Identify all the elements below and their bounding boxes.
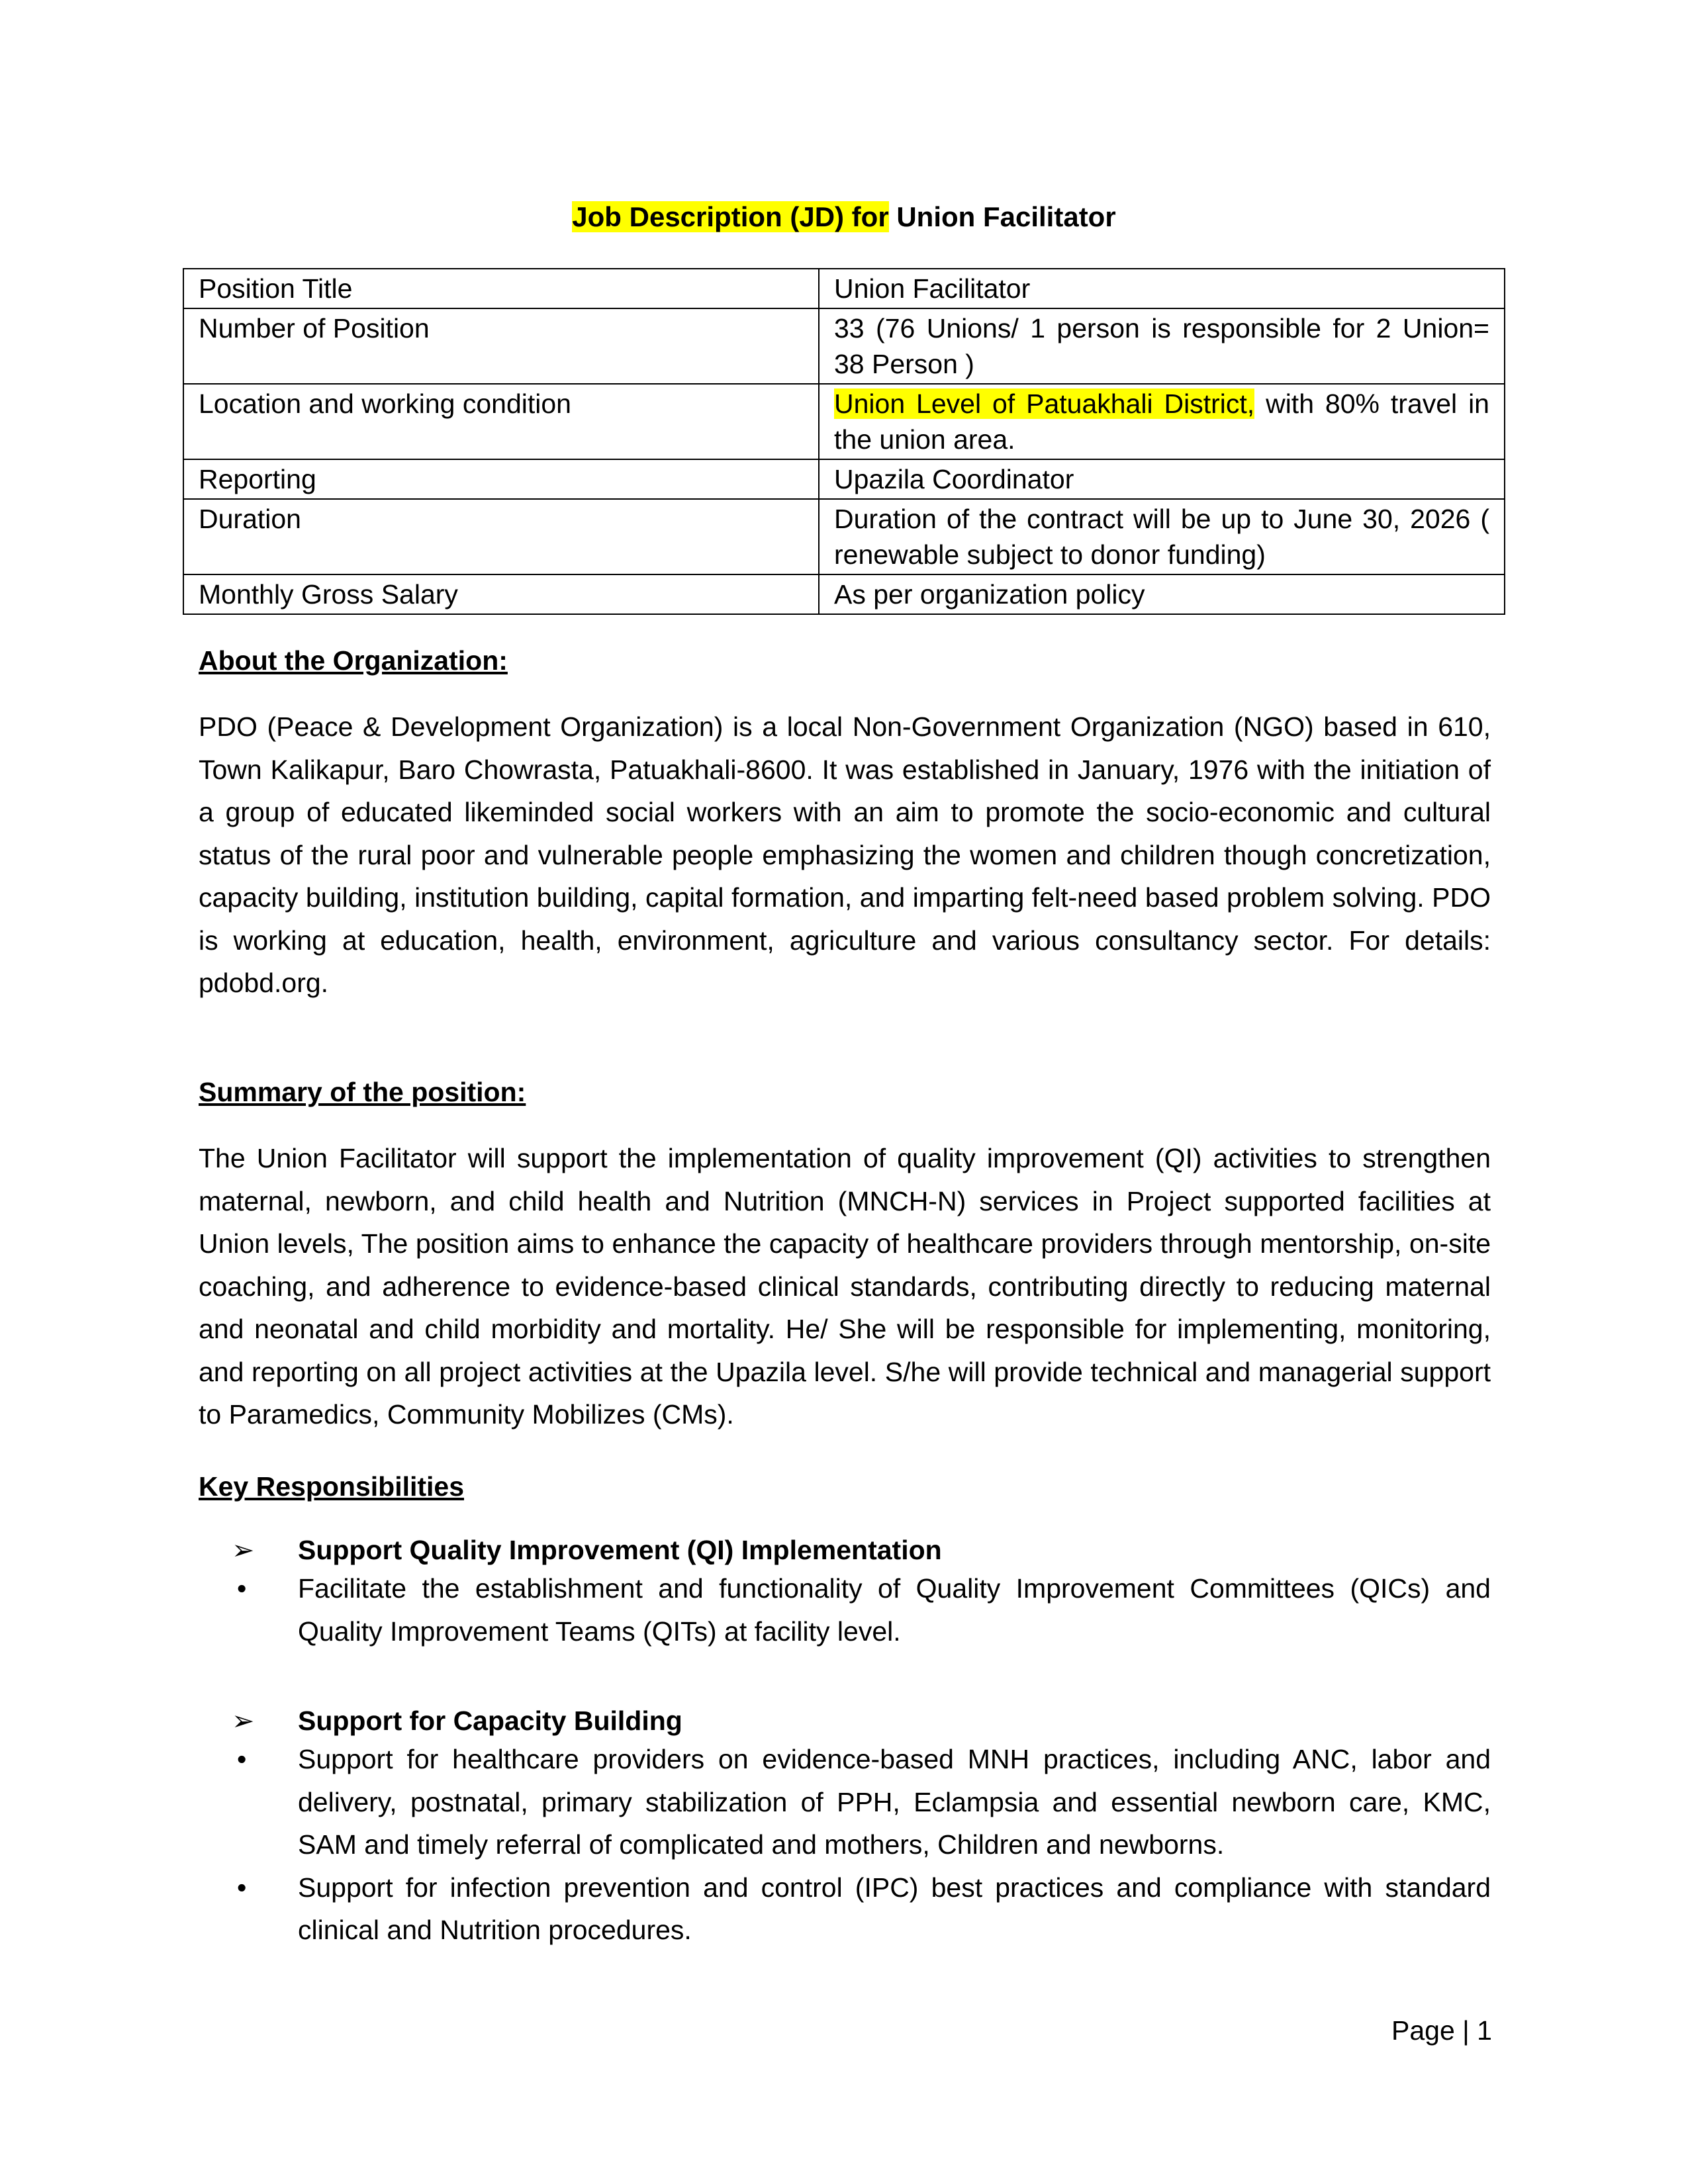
location-highlighted: Union Level of Patuakhali District,	[834, 388, 1255, 419]
sub-heading-label: Support for Capacity Building	[298, 1706, 682, 1736]
arrow-bullet-icon: ➢	[232, 1706, 255, 1736]
about-heading: About the Organization:	[199, 645, 508, 676]
table-value-cell: Union Facilitator	[819, 269, 1505, 308]
about-paragraph: PDO (Peace & Development Organization) is a local Non-Government Organization (NGO) based in 610, Town Kalikapur, Baro Chowrasta, Patuakhali-8600. It was established in January, 1976 with the initiation of a group of educated likeminded social workers with an aim to promote the socio-economic and cultural status of the rural poor and vulnerable people emphasizing the women and children though concretization, capacity building, institution building, capital formation, and imparting felt-need based problem solving. PDO is working at education, health, environment, agriculture and various consultancy sector. For details: pdobd.org.	[199, 711, 1491, 998]
location-rest: with 80% travel in the union area.	[834, 388, 1489, 455]
table-label-cell: Number of Position	[183, 308, 819, 384]
capacity-building-heading	[232, 1702, 682, 1739]
table-row	[183, 574, 1505, 614]
table-label-cell: Duration	[183, 499, 819, 574]
table-row	[183, 499, 1505, 574]
page-number: Page | 1	[1391, 2015, 1492, 2046]
list-item-text: Support for infection prevention and control (IPC) best practices and compliance with standard clinical and Nutrition procedures.	[298, 1872, 1491, 1945]
table-label-cell: Reporting	[183, 459, 819, 499]
bullet-dot-icon: •	[237, 1744, 247, 1774]
bullet-dot-icon: •	[237, 1573, 247, 1604]
table-value-cell: Upazila Coordinator	[819, 459, 1505, 499]
bullet-dot-icon: •	[237, 1872, 247, 1903]
table-label-cell: Monthly Gross Salary	[183, 574, 819, 614]
table-value-cell: 33 (76 Unions/ 1 person is responsible for 2 Union= 38 Person )	[819, 308, 1505, 384]
table-row	[183, 459, 1505, 499]
list-item	[232, 1738, 1491, 1866]
list-item	[232, 1866, 1491, 1952]
page-title-highlighted: Job Description (JD) for	[572, 201, 889, 232]
table-row	[183, 308, 1505, 384]
table-row	[183, 384, 1505, 459]
table-value-cell: Duration of the contract will be up to June 30, 2026 ( renewable subject to donor funding)	[819, 499, 1505, 574]
summary-paragraph: The Union Facilitator will support the implementation of quality improvement (QI) activities to strengthen maternal, newborn, and child health and Nutrition (MNCH-N) services in Project supported facilities at Union levels, The position aims to enhance the capacity of healthcare providers through mentorship, on-site coaching, and adherence to evidence-based clinical standards, contributing directly to reducing maternal and neonatal and child morbidity and mortality. He/ She will be responsible for implementing, monitoring, and reporting on all project activities at the Upazila level. S/he will provide technical and managerial support to Paramedics, Community Mobilizes (CMs).	[199, 1143, 1491, 1430]
job-info-table	[183, 268, 1505, 615]
qi-bullet-list	[232, 1567, 1491, 1653]
sub-heading-label: Support Quality Improvement (QI) Implementation	[298, 1535, 942, 1565]
capacity-bullet-list	[232, 1738, 1491, 1952]
arrow-bullet-icon: ➢	[232, 1535, 255, 1565]
page-title-rest: Union Facilitator	[888, 201, 1116, 232]
table-value-cell	[819, 384, 1505, 459]
table-label-cell: Position Title	[183, 269, 819, 308]
list-item	[232, 1567, 1491, 1653]
list-item-text: Facilitate the establishment and functionality of Quality Improvement Committees (QICs) and Quality Improvement Teams (QITs) at facility level.	[298, 1573, 1491, 1647]
list-item-text: Support for healthcare providers on evidence-based MNH practices, including ANC, labor and delivery, postnatal, primary stabilization of PPH, Eclampsia and essential newborn care, KMC, SAM and timely referral of complicated and mothers, Children and newborns.	[298, 1744, 1491, 1860]
key-responsibilities-heading: Key Responsibilities	[199, 1471, 465, 1502]
table-value-cell: As per organization policy	[819, 574, 1505, 614]
table-label-cell: Location and working condition	[183, 384, 819, 459]
page-title	[0, 199, 1688, 236]
table-row	[183, 269, 1505, 308]
qi-implementation-heading	[232, 1531, 942, 1569]
summary-heading: Summary of the position:	[199, 1077, 526, 1107]
